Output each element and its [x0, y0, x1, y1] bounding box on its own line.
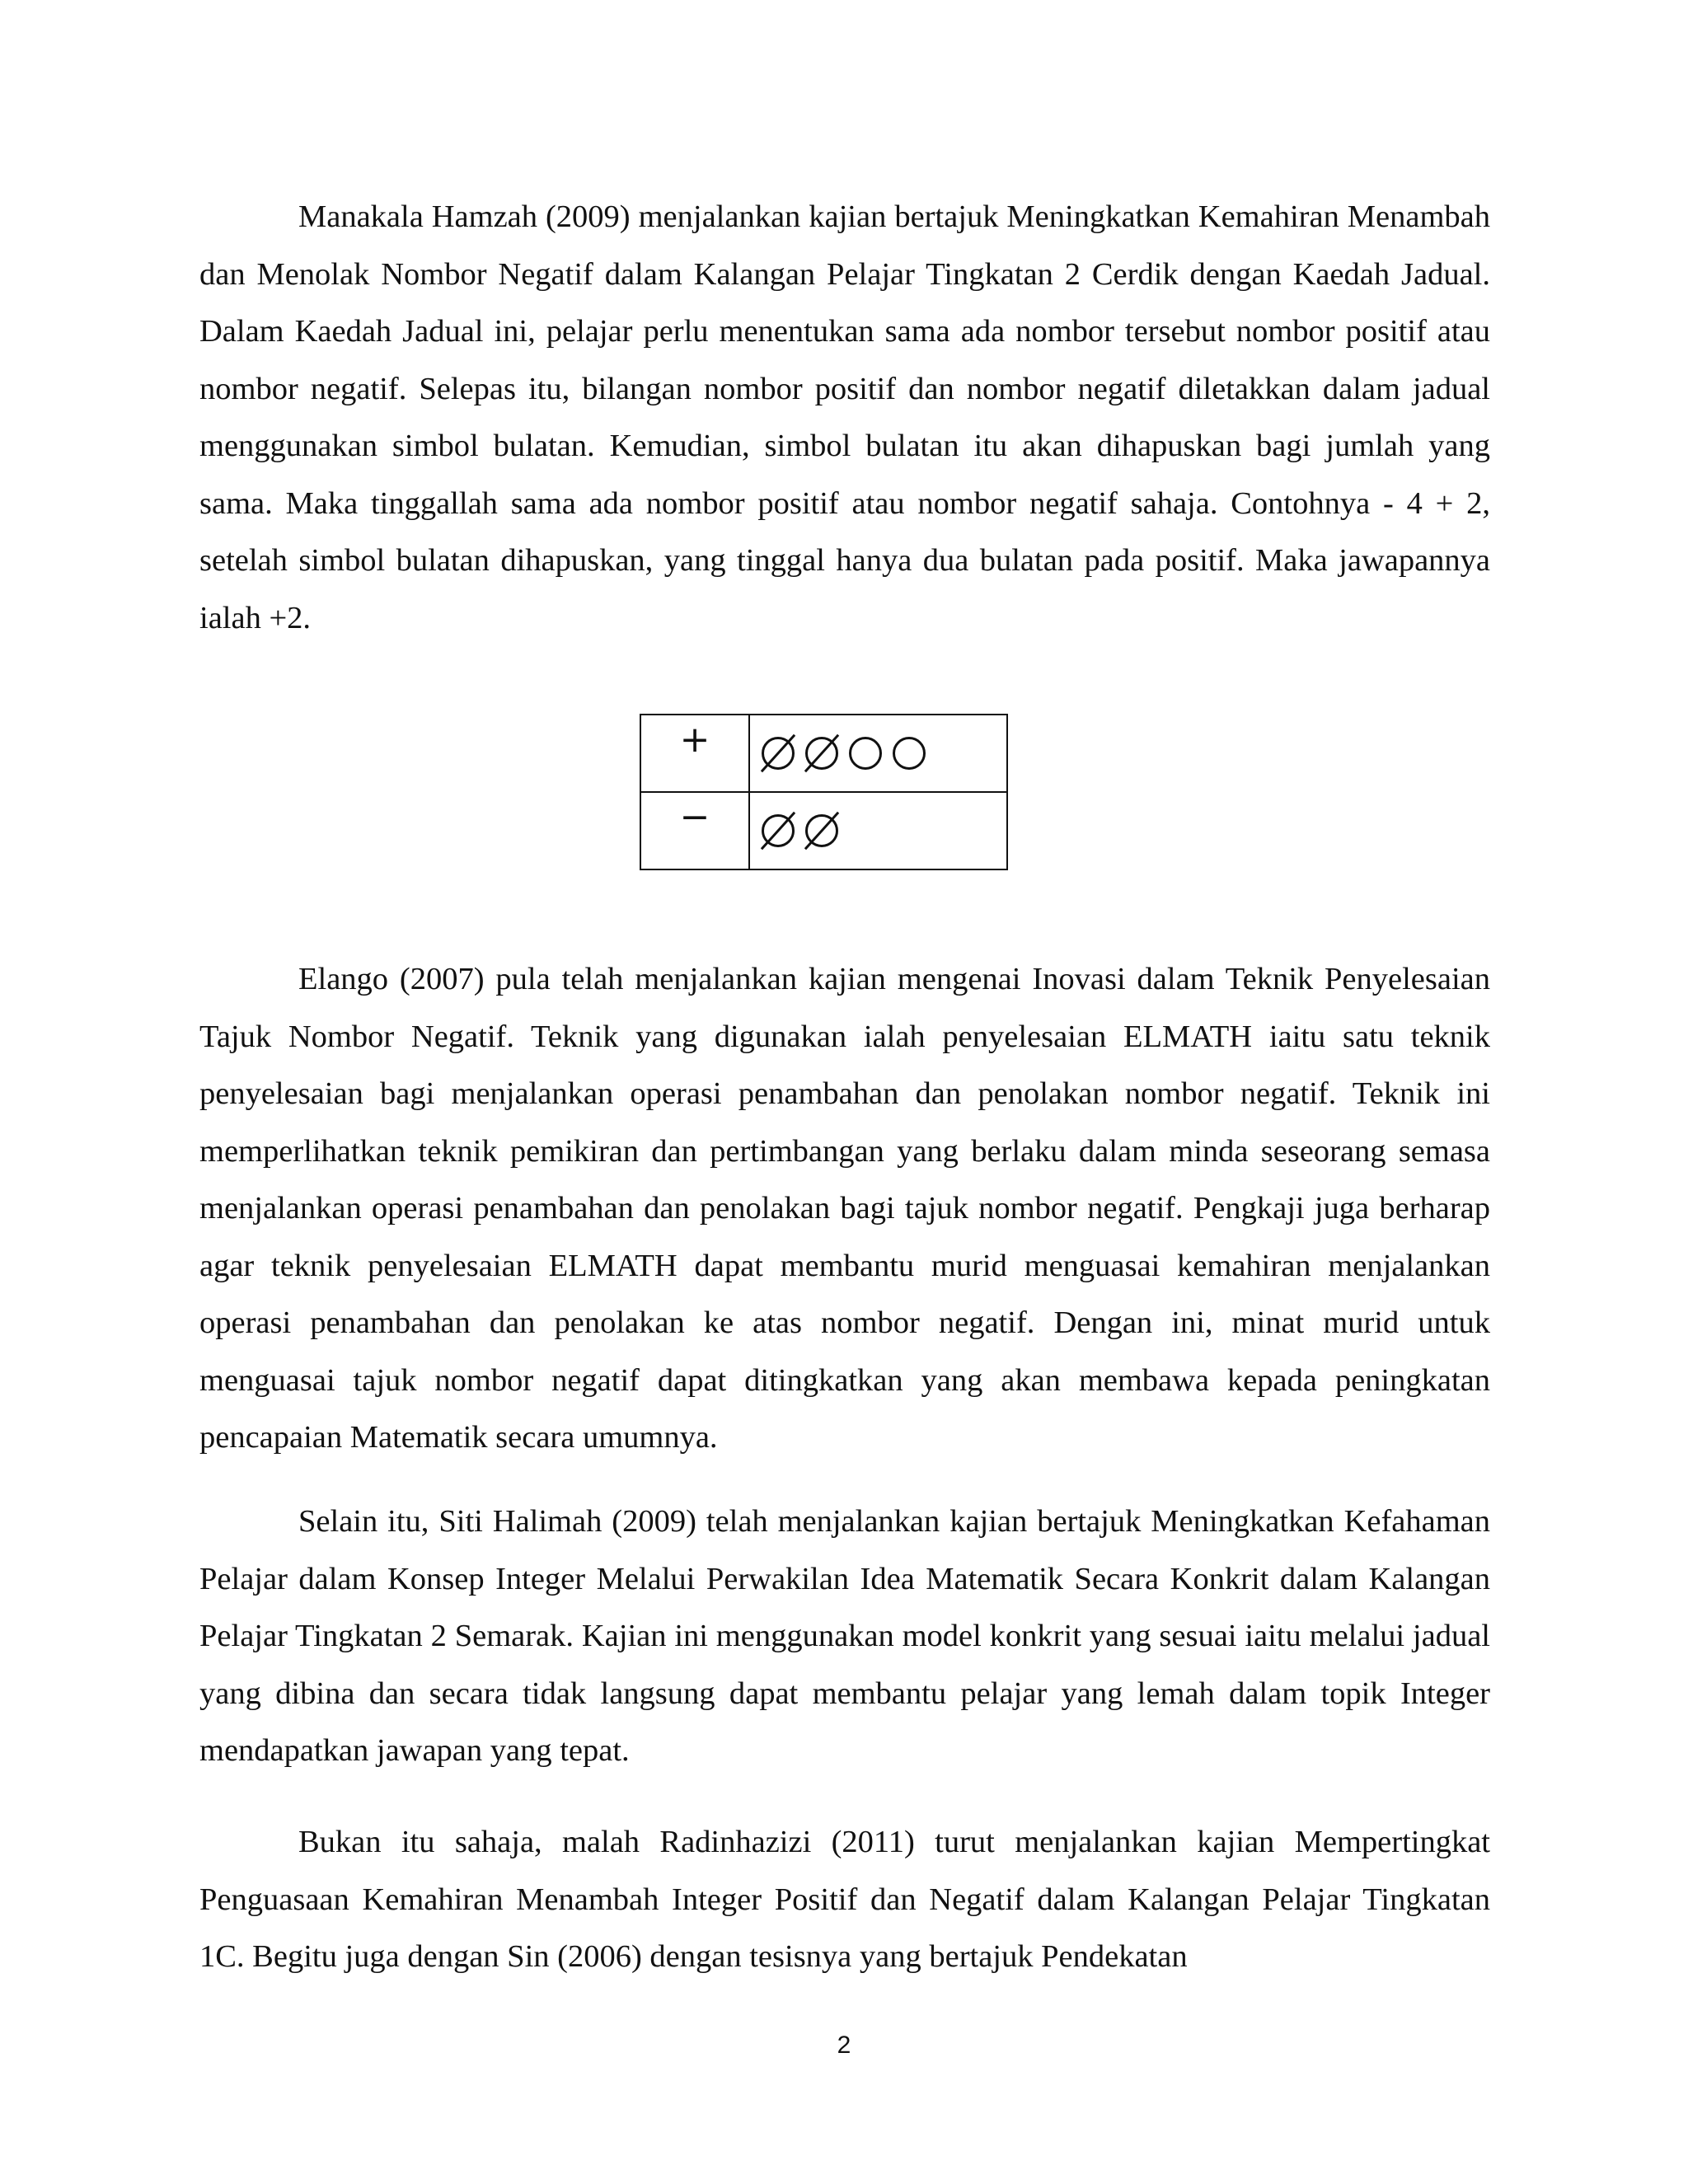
negative-circles-cell: [749, 792, 1007, 869]
circle-icon: [893, 737, 926, 770]
paragraph-elango: Elango (2007) pula telah menjalankan kajian mengenai Inovasi dalam Teknik Penyelesaian Tajuk Nombor Negatif. Teknik yang digunakan ialah penyelesaian ELMATH iaitu satu teknik penyelesaian bagi menjalankan operasi penambahan dan penolakan nombor negatif. Teknik ini memperlihatkan teknik pemikiran dan pertimbangan yang berlaku dalam minda seseorang semasa menjalankan operasi penambahan dan penolakan bagi tajuk nombor negatif. Pengkaji juga berharap agar teknik penyelesaian ELMATH dapat membantu murid menguasai kemahiran menjalankan operasi penambahan dan penolakan ke atas nombor negatif. Dengan ini, minat murid untuk menguasai tajuk nombor negatif dapat ditingkatkan yang akan membawa kepada peningkatan pencapaian Matematik secara umumnya.: [199, 962, 1490, 1455]
circle-icon: [849, 737, 882, 770]
crossed-circle-icon: [805, 737, 838, 770]
positive-row: [640, 715, 1007, 792]
paragraph-siti-halimah: Selain itu, Siti Halimah (2009) telah menjalankan kajian bertajuk Meningkatkan Kefahaman Pelajar dalam Konsep Integer Melalui Perwakilan Idea Matematik Secara Konkrit dalam Kalangan Pelajar Tingkatan 2 Semarak. Kajian ini menggunakan model konkrit yang sesuai iaitu melalui jadual yang dibina dan secara tidak langsung dapat membantu pelajar yang lemah dalam topik Integer mendapatkan jawapan yang tepat.: [199, 1504, 1490, 1768]
plus-sign-cell: +: [640, 715, 749, 792]
crossed-circle-icon: [762, 737, 795, 770]
positive-circles-cell: [749, 715, 1007, 792]
paragraph-hamzah: Manakala Hamzah (2009) menjalankan kajian bertajuk Meningkatkan Kemahiran Menambah dan Menolak Nombor Negatif dalam Kalangan Pelajar Tingkatan 2 Cerdik dengan Kaedah Jadual. Dalam Kaedah Jadual ini, pelajar perlu menentukan sama ada nombor tersebut nombor positif atau nombor negatif. Selepas itu, bilangan nombor positif dan nombor negatif diletakkan dalam jadual menggunakan simbol bulatan. Kemudian, simbol bulatan itu akan dihapuskan bagi jumlah yang sama. Maka tinggallah sama ada nombor positif atau nombor negatif sahaja. Contohnya - 4 + 2, setelah simbol bulatan dihapuskan, yang tinggal hanya dua bulatan pada positif. Maka jawapannya ialah +2.: [199, 199, 1490, 635]
circle-table-figure: [640, 714, 1008, 870]
page-number: 2: [837, 2032, 851, 2059]
negative-row: [640, 792, 1007, 869]
crossed-circle-icon: [762, 814, 795, 847]
positive-negative-table: [640, 714, 1008, 870]
minus-sign-cell: −: [640, 792, 749, 869]
paragraph-radinhazizi: Bukan itu sahaja, malah Radinhazizi (2011) turut menjalankan kajian Mempertingkat Penguasaan Kemahiran Menambah Integer Positif dan Negatif dalam Kalangan Pelajar Tingkatan 1C. Begitu juga dengan Sin (2006) dengan tesisnya yang bertajuk Pendekatan: [199, 1825, 1490, 1974]
crossed-circle-icon: [805, 814, 838, 847]
